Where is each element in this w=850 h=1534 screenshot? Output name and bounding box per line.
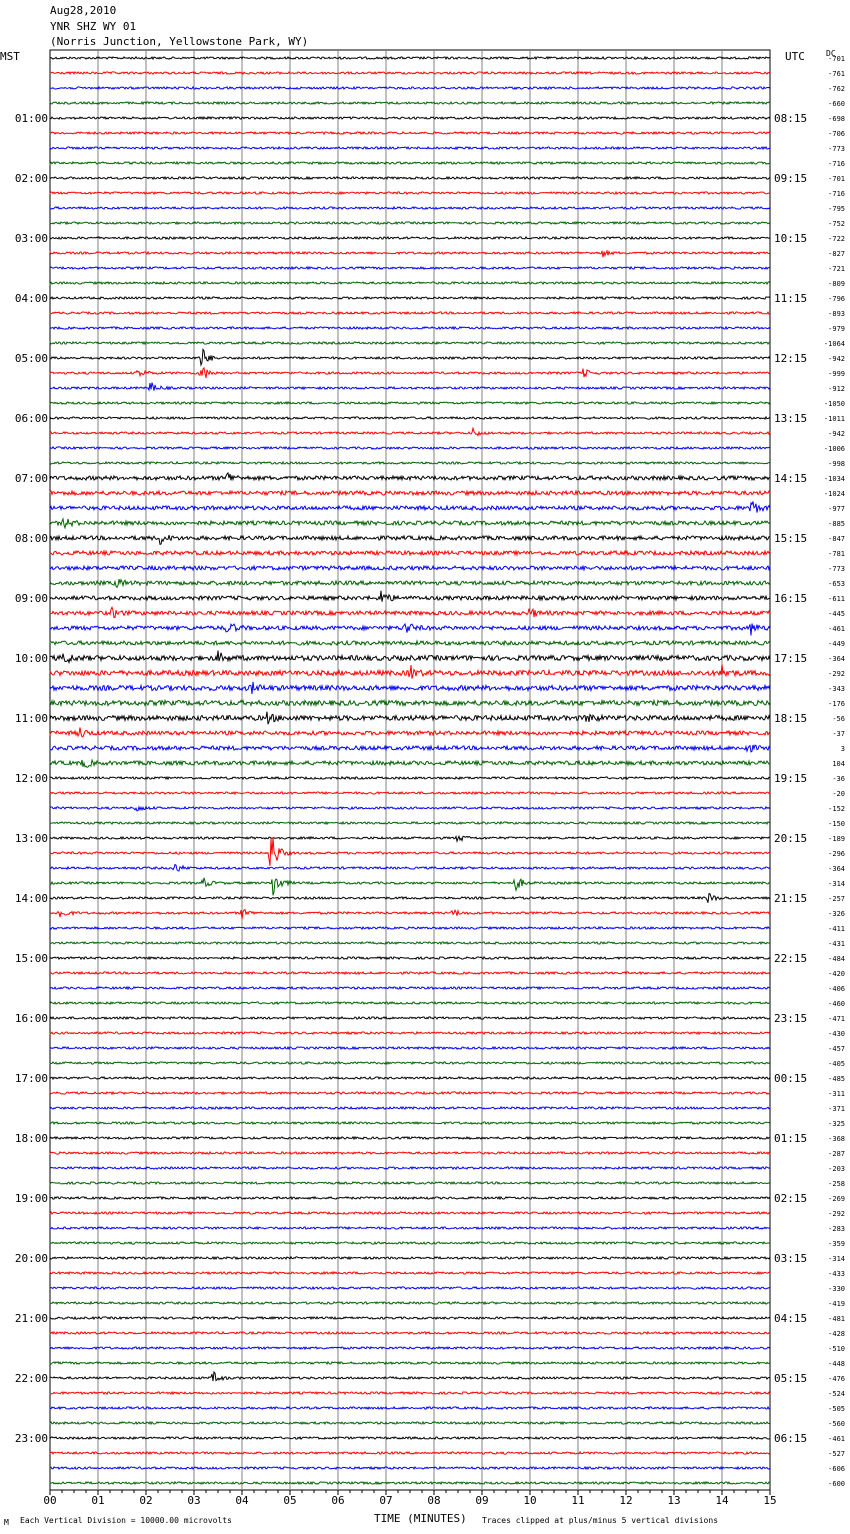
dc-offset-label: -773	[828, 145, 845, 153]
dc-offset-label: -406	[828, 985, 845, 993]
dc-offset-label: -1034	[823, 475, 845, 483]
dc-offset-label: -311	[828, 1090, 845, 1098]
seismic-trace	[50, 836, 770, 841]
dc-offset-label: -701	[828, 175, 845, 183]
seismic-trace	[50, 701, 770, 706]
dc-offset-label: -611	[828, 595, 845, 603]
dc-offset-label: -721	[828, 265, 845, 273]
dc-offset-label: -762	[828, 85, 845, 93]
dc-offset-label: -1064	[823, 340, 845, 348]
dc-offset-label: -701	[828, 55, 845, 63]
seismic-trace	[50, 987, 770, 989]
dc-offset-label: -287	[828, 1150, 845, 1158]
dc-offset-label: -431	[828, 940, 845, 948]
seismic-trace	[50, 368, 770, 378]
left-hour-label: 07:00	[14, 472, 48, 485]
dc-offset-label: -600	[828, 1480, 845, 1488]
seismic-trace	[50, 1062, 770, 1064]
x-tick-label: 12	[619, 1494, 633, 1507]
dc-offset-label: -368	[828, 1135, 845, 1143]
plot-grid	[50, 50, 770, 1495]
right-hour-label: 03:15	[774, 1252, 808, 1265]
scale-note: Each Vertical Division = 10000.00 microvolts	[20, 1516, 232, 1525]
seismic-trace	[50, 641, 770, 645]
right-hour-label: 10:15	[774, 232, 808, 245]
left-hour-label: 16:00	[14, 1012, 48, 1025]
x-tick-label: 04	[235, 1494, 249, 1507]
dc-offset-label: -706	[828, 130, 845, 138]
seismic-trace	[50, 822, 770, 824]
x-tick-label: 00	[43, 1494, 57, 1507]
dc-offset-label: -325	[828, 1120, 845, 1128]
seismic-trace	[50, 177, 770, 179]
seismic-trace	[50, 910, 770, 919]
x-axis-title: TIME (MINUTES)	[374, 1512, 467, 1525]
left-hour-label: 02:00	[14, 172, 48, 185]
x-tick-label: 09	[475, 1494, 489, 1507]
dc-offset-label: -524	[828, 1390, 845, 1398]
left-hour-label: 17:00	[14, 1072, 48, 1085]
right-timezone: UTC	[785, 50, 805, 63]
seismic-trace	[50, 607, 770, 617]
trace-layer	[50, 57, 770, 1484]
seismic-trace	[50, 473, 770, 481]
seismic-trace	[50, 745, 770, 752]
seismic-trace	[50, 1227, 770, 1229]
left-hour-label: 11:00	[14, 712, 48, 725]
dc-offset-label: -448	[828, 1360, 845, 1368]
seismic-trace	[50, 1372, 770, 1381]
seismic-trace	[50, 1032, 770, 1034]
seismic-trace	[50, 1077, 770, 1079]
seismic-trace	[50, 72, 770, 74]
seismic-trace	[50, 1212, 770, 1214]
dc-offset-label: -296	[828, 850, 845, 858]
seismic-trace	[50, 57, 770, 59]
dc-offset-label: -977	[828, 505, 845, 513]
seismic-trace	[50, 579, 770, 587]
seismic-trace	[50, 282, 770, 284]
seismic-trace	[50, 267, 770, 269]
dc-offset-label: -258	[828, 1180, 845, 1188]
seismic-trace	[50, 491, 770, 495]
seismic-trace	[50, 1347, 770, 1349]
right-hour-label: 01:15	[774, 1132, 808, 1145]
dc-offset-label: -979	[828, 325, 845, 333]
dc-offset-label: -716	[828, 160, 845, 168]
seismic-trace	[50, 682, 770, 694]
x-tick-label: 02	[139, 1494, 153, 1507]
dc-offset-label: -461	[828, 625, 845, 633]
seismic-trace	[50, 878, 770, 896]
right-hour-label: 09:15	[774, 172, 808, 185]
seismic-trace	[50, 1332, 770, 1334]
dc-offset-label: -653	[828, 580, 845, 588]
dc-offset-label: -433	[828, 1270, 845, 1278]
dc-offset-label: -560	[828, 1420, 845, 1428]
dc-offset-label: -942	[828, 355, 845, 363]
left-hour-label: 18:00	[14, 1132, 48, 1145]
dc-offset-label: -460	[828, 1000, 845, 1008]
left-hour-label: 14:00	[14, 892, 48, 905]
dc-offset-label: -471	[828, 1015, 845, 1023]
seismic-trace	[50, 402, 770, 404]
seismic-trace	[50, 1137, 770, 1139]
seismic-trace	[50, 162, 770, 164]
left-hour-label: 13:00	[14, 832, 48, 845]
dc-offset-label: -330	[828, 1285, 845, 1293]
record-date: Aug28,2010	[50, 4, 117, 17]
dc-offset-label: -893	[828, 310, 845, 318]
seismic-trace	[50, 1107, 770, 1109]
seismic-trace	[50, 207, 770, 209]
seismic-trace	[50, 1092, 770, 1094]
seismic-trace	[50, 1197, 770, 1199]
seismic-trace	[50, 447, 770, 449]
dc-offset-label: -371	[828, 1105, 845, 1113]
dc-offset-label: -449	[828, 640, 845, 648]
seismic-trace	[50, 1452, 770, 1454]
seismic-trace	[50, 102, 770, 104]
left-hour-label: 01:00	[14, 112, 48, 125]
x-tick-label: 10	[523, 1494, 537, 1507]
seismic-trace	[50, 651, 770, 663]
right-hour-label: 05:15	[774, 1372, 808, 1385]
seismic-trace	[50, 1047, 770, 1049]
dc-offset-label: -827	[828, 250, 845, 258]
seismic-trace	[50, 865, 770, 871]
seismic-trace	[50, 132, 770, 134]
x-tick-label: 08	[427, 1494, 441, 1507]
dc-offset-label: -999	[828, 370, 845, 378]
dc-offset-label: -419	[828, 1300, 845, 1308]
left-hour-label: 21:00	[14, 1312, 48, 1325]
dc-offset-label: -484	[828, 955, 845, 963]
dc-offset-label: -1050	[823, 400, 845, 408]
seismic-trace	[50, 957, 770, 959]
dc-offset-label: -481	[828, 1315, 845, 1323]
dc-offset-label: -847	[828, 535, 845, 543]
dc-offset-label: -36	[832, 775, 845, 783]
seismic-trace	[50, 566, 770, 570]
seismic-trace	[50, 777, 770, 779]
dc-offset-label: -359	[828, 1240, 845, 1248]
left-hour-label: 15:00	[14, 952, 48, 965]
x-tick-label: 14	[715, 1494, 729, 1507]
dc-offset-label: -1024	[823, 490, 845, 498]
right-hour-label: 14:15	[774, 472, 808, 485]
seismic-trace	[50, 1317, 770, 1319]
seismic-trace	[50, 417, 770, 419]
right-hour-label: 16:15	[774, 592, 808, 605]
seismic-trace	[50, 591, 770, 602]
right-hour-label: 22:15	[774, 952, 808, 965]
dc-offset-label: -942	[828, 430, 845, 438]
right-hour-label: 12:15	[774, 352, 808, 365]
seismic-trace	[50, 1392, 770, 1394]
dc-offset-label: -722	[828, 235, 845, 243]
dc-offset-label: -283	[828, 1225, 845, 1233]
dc-offset-label: -1006	[823, 445, 845, 453]
seismic-trace	[50, 727, 770, 736]
left-hour-label: 05:00	[14, 352, 48, 365]
seismic-trace	[50, 1122, 770, 1124]
dc-offset-label: -912	[828, 385, 845, 393]
dc-offset-label: -457	[828, 1045, 845, 1053]
seismic-trace	[50, 297, 770, 299]
dc-offset-label: -660	[828, 100, 845, 108]
x-tick-label: 01	[91, 1494, 105, 1507]
dc-offset-label: -176	[828, 700, 845, 708]
dc-offset-label: -796	[828, 295, 845, 303]
dc-offset-label: -314	[828, 1255, 845, 1263]
dc-offset-label: -761	[828, 70, 845, 78]
dc-offset-label: -420	[828, 970, 845, 978]
dc-offset-label: -752	[828, 220, 845, 228]
seismic-trace	[50, 237, 770, 239]
dc-offset-label: -405	[828, 1060, 845, 1068]
dc-offset-label: 3	[840, 745, 845, 753]
seismic-trace	[50, 117, 770, 119]
right-hour-label: 23:15	[774, 1012, 808, 1025]
dc-offset-label: -428	[828, 1330, 845, 1338]
seismic-trace	[50, 894, 770, 903]
seismic-trace	[50, 1152, 770, 1154]
dc-offset-label: -56	[832, 715, 845, 723]
right-hour-label: 04:15	[774, 1312, 808, 1325]
left-timezone: MST	[0, 50, 20, 63]
seismic-trace	[50, 624, 770, 636]
dc-offset-label: -37	[832, 730, 845, 738]
seismic-trace	[50, 838, 770, 866]
dc-offset-label: -150	[828, 820, 845, 828]
seismic-trace	[50, 312, 770, 314]
seismic-trace	[50, 1482, 770, 1484]
dc-offset-label: -364	[828, 865, 845, 873]
seismic-trace	[50, 760, 770, 767]
seismic-trace	[50, 342, 770, 344]
dc-offset-label: -411	[828, 925, 845, 933]
seismic-trace	[50, 1422, 770, 1424]
x-tick-label: 13	[667, 1494, 681, 1507]
seismic-trace	[50, 462, 770, 464]
seismic-trace	[50, 664, 770, 678]
seismic-trace	[50, 792, 770, 794]
dc-offset-label: -203	[828, 1165, 845, 1173]
x-tick-label: 06	[331, 1494, 345, 1507]
station-id: YNR SHZ WY 01	[50, 20, 137, 33]
dc-offset-label: -314	[828, 880, 845, 888]
seismic-trace	[50, 1287, 770, 1289]
left-hour-label: 12:00	[14, 772, 48, 785]
dc-offset-label: -1011	[823, 415, 845, 423]
seismic-trace	[50, 1467, 770, 1469]
dc-offset-label: -364	[828, 655, 845, 663]
seismic-trace	[50, 428, 770, 435]
seismic-trace	[50, 1272, 770, 1274]
seismic-trace	[50, 1182, 770, 1184]
dc-offset-label: -606	[828, 1465, 845, 1473]
left-hour-label: 22:00	[14, 1372, 48, 1385]
dc-offset-label: -510	[828, 1345, 845, 1353]
dc-offset-label: -292	[828, 1210, 845, 1218]
dc-offset-label: -885	[828, 520, 845, 528]
dc-offset-label: -476	[828, 1375, 845, 1383]
dc-offset-label: -698	[828, 115, 845, 123]
seismic-trace	[50, 942, 770, 944]
dc-offset-label: -773	[828, 565, 845, 573]
left-hour-label: 03:00	[14, 232, 48, 245]
seismic-trace	[50, 927, 770, 929]
seismic-trace	[50, 712, 770, 725]
dc-offset-label: -781	[828, 550, 845, 558]
dc-offset-label: -716	[828, 190, 845, 198]
dc-offset-label: -795	[828, 205, 845, 213]
corner-mark: M	[4, 1518, 9, 1527]
right-hour-label: 20:15	[774, 832, 808, 845]
left-hour-label: 06:00	[14, 412, 48, 425]
right-hour-label: 17:15	[774, 652, 808, 665]
seismic-trace	[50, 1017, 770, 1019]
dc-offset-label: 104	[832, 760, 845, 768]
right-hour-label: 06:15	[774, 1432, 808, 1445]
seismic-trace	[50, 519, 770, 528]
dc-offset-label: -257	[828, 895, 845, 903]
seismic-trace	[50, 383, 770, 391]
dc-offset-label: -998	[828, 460, 845, 468]
seismic-trace	[50, 87, 770, 89]
dc-offset-label: -152	[828, 805, 845, 813]
right-hour-label: 18:15	[774, 712, 808, 725]
seismic-trace	[50, 1167, 770, 1169]
left-hour-label: 09:00	[14, 592, 48, 605]
seismic-trace	[50, 222, 770, 224]
seismic-trace	[50, 1437, 770, 1439]
dc-offset-label: -527	[828, 1450, 845, 1458]
seismic-trace	[50, 349, 770, 365]
seismic-trace	[50, 327, 770, 329]
seismic-trace	[50, 147, 770, 149]
dc-offset-label: -269	[828, 1195, 845, 1203]
seismic-trace	[50, 1302, 770, 1304]
dc-offset-label: -445	[828, 610, 845, 618]
seismic-trace	[50, 1242, 770, 1244]
dc-offset-label: -292	[828, 670, 845, 678]
right-hour-label: 21:15	[774, 892, 808, 905]
right-hour-label: 19:15	[774, 772, 808, 785]
dc-offset-label: -326	[828, 910, 845, 918]
right-hour-label: 11:15	[774, 292, 808, 305]
dc-offset-label: -485	[828, 1075, 845, 1083]
x-tick-label: 07	[379, 1494, 393, 1507]
x-tick-label: 11	[571, 1494, 585, 1507]
seismic-trace	[50, 192, 770, 194]
station-location: (Norris Junction, Yellowstone Park, WY)	[50, 35, 309, 48]
x-tick-label: 03	[187, 1494, 201, 1507]
seismic-trace	[50, 535, 770, 544]
dc-offset-label: -20	[832, 790, 845, 798]
left-hour-label: 23:00	[14, 1432, 48, 1445]
seismic-trace	[50, 551, 770, 555]
dc-offset-label: -809	[828, 280, 845, 288]
left-hour-label: 10:00	[14, 652, 48, 665]
x-tick-label: 15	[763, 1494, 777, 1507]
seismic-trace	[50, 1257, 770, 1259]
seismic-trace	[50, 807, 770, 811]
right-hour-label: 00:15	[774, 1072, 808, 1085]
dc-offset-label: -430	[828, 1030, 845, 1038]
seismic-trace	[50, 1362, 770, 1364]
clip-note: Traces clipped at plus/minus 5 vertical divisions	[482, 1516, 719, 1525]
right-hour-label: 15:15	[774, 532, 808, 545]
dc-offset-label: -461	[828, 1435, 845, 1443]
left-hour-label: 19:00	[14, 1192, 48, 1205]
dc-offset-label: -189	[828, 835, 845, 843]
right-hour-label: 13:15	[774, 412, 808, 425]
dc-offset-label: -343	[828, 685, 845, 693]
left-hour-label: 20:00	[14, 1252, 48, 1265]
seismic-trace	[50, 972, 770, 974]
seismic-trace	[50, 1002, 770, 1004]
seismic-trace	[50, 251, 770, 257]
right-hour-label: 02:15	[774, 1192, 808, 1205]
dc-offset-label: -505	[828, 1405, 845, 1413]
seismic-trace	[50, 501, 770, 512]
left-hour-label: 04:00	[14, 292, 48, 305]
x-tick-label: 05	[283, 1494, 297, 1507]
seismic-trace	[50, 1407, 770, 1409]
right-hour-label: 08:15	[774, 112, 808, 125]
dc-header-label: DC	[826, 49, 836, 58]
left-hour-label: 08:00	[14, 532, 48, 545]
